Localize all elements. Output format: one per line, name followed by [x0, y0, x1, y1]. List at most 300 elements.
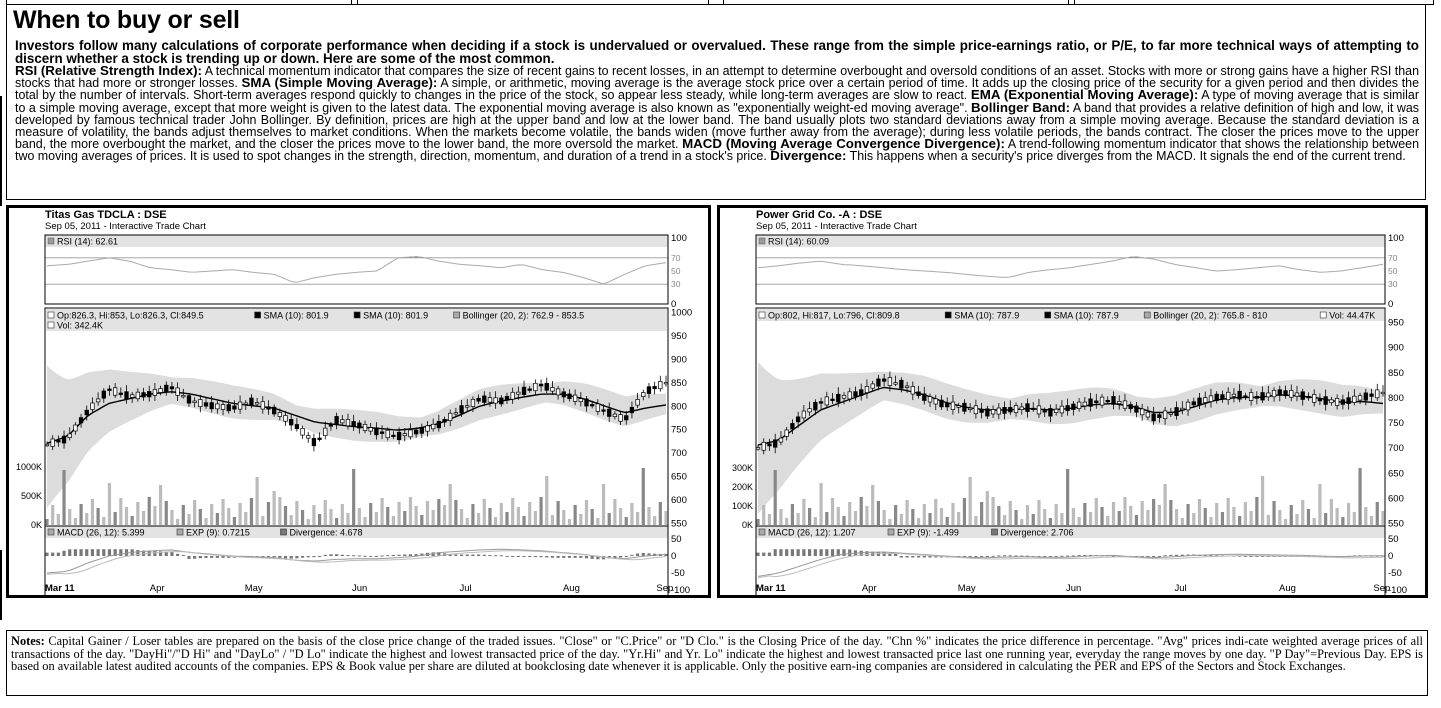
- candle-body: [1318, 399, 1322, 401]
- candle-body: [1169, 413, 1173, 415]
- candle-body: [1054, 409, 1058, 412]
- volume-bar: [142, 511, 145, 525]
- price-tick-label: 1000: [671, 307, 693, 319]
- candle-body: [545, 383, 549, 390]
- macd-histogram-bar: [928, 556, 931, 557]
- article-intro: Investors follow many calculations of corporate performance when deciding if a stock is undervalued or overvalued. These range from the simple price-earnings ratio, or P/E, to far more technical ways of attempting to discern whether a stock is trending up or down. Here are some of the most common.: [15, 38, 1419, 66]
- macd-histogram-bar: [636, 554, 639, 556]
- macd-histogram-bar: [1169, 555, 1172, 556]
- article-terms: [15, 65, 1419, 163]
- volume-bar: [307, 519, 310, 525]
- volume-bar: [1358, 468, 1361, 525]
- candle-body: [1077, 402, 1081, 409]
- candle-body: [568, 394, 572, 399]
- rsi-legend-label: RSI (14): 62.61: [57, 236, 119, 247]
- notes-label: Notes:: [11, 634, 45, 648]
- volume-tick-label: 200K: [731, 482, 753, 492]
- candle-body: [119, 393, 123, 395]
- rsi-tick-label: 30: [1388, 279, 1398, 290]
- volume-bar: [51, 505, 54, 525]
- candle-body: [397, 432, 401, 439]
- macd-histogram-bar: [380, 556, 383, 557]
- price-legend-swatch: [945, 312, 951, 318]
- candle-body: [130, 395, 134, 398]
- volume-bar: [1272, 501, 1275, 525]
- price-tick-label: 550: [671, 518, 687, 530]
- macd-histogram-bar: [477, 555, 480, 556]
- candle-body: [79, 418, 83, 423]
- candle-body: [108, 389, 112, 391]
- price-legend-label: Bollinger (20, 2): 762.9 - 853.5: [462, 310, 585, 321]
- macd-legend-label: MACD (26, 12): 1.207: [768, 527, 856, 538]
- candle-body: [968, 408, 972, 410]
- candle-body: [791, 423, 795, 429]
- candle-body: [91, 403, 95, 409]
- macd-histogram-bar: [341, 555, 344, 556]
- candle-body: [911, 386, 915, 394]
- volume-bar: [449, 484, 452, 525]
- macd-histogram-bar: [642, 553, 645, 556]
- volume-bar: [1376, 502, 1379, 525]
- candle-body: [113, 388, 117, 396]
- volume-bar: [1209, 517, 1212, 525]
- volume-bar: [295, 501, 298, 525]
- volume-bar: [1330, 499, 1333, 525]
- volume-bar: [1164, 484, 1167, 525]
- macd-histogram-bar: [814, 549, 817, 556]
- volume-bar: [1158, 505, 1161, 525]
- volume-bar: [483, 499, 486, 525]
- volume-bar: [551, 515, 554, 525]
- candle-body: [85, 410, 89, 415]
- macd-legend-label: EXP (9): -1.499: [897, 527, 959, 538]
- macd-legend-swatch: [992, 529, 998, 535]
- candle-body: [136, 392, 140, 399]
- volume-bar: [1049, 518, 1052, 525]
- candle-body: [980, 410, 984, 413]
- chart-power-grid: [720, 208, 1425, 595]
- chart-title: Power Grid Co. -A : DSE: [756, 209, 883, 221]
- candle-body: [1100, 397, 1104, 405]
- macd-histogram-bar: [1066, 556, 1069, 557]
- candle-body: [465, 406, 469, 408]
- volume-bar: [1003, 515, 1006, 525]
- macd-signal-line: [47, 551, 666, 575]
- candle-body: [346, 419, 350, 425]
- term-rsi-text: A technical momentum indicator that compares the size of recent gains to recent losses, in an attempt to determine overbought and oversold conditions of an asset. Stocks with more or strong gains have a higher RSI than stocks that had more or stronger losses.: [15, 64, 1419, 91]
- volume-bar: [545, 476, 548, 525]
- candle-body: [1014, 405, 1018, 412]
- volume-bar: [1324, 513, 1327, 525]
- candle-body: [1272, 390, 1276, 396]
- volume-bar: [1336, 508, 1339, 525]
- candle-body: [1307, 396, 1311, 398]
- volume-bar: [119, 498, 122, 525]
- candle-body: [836, 394, 840, 402]
- macd-histogram-bar: [204, 556, 207, 558]
- volume-bar: [1313, 518, 1316, 525]
- macd-tick-label: -50: [1388, 568, 1402, 579]
- candle-body: [1135, 406, 1139, 412]
- volume-bar: [443, 505, 446, 525]
- volume-bar: [647, 507, 650, 525]
- price-legend-swatch: [759, 312, 765, 318]
- macd-histogram-bar: [905, 556, 908, 557]
- volume-bar: [865, 506, 868, 525]
- candle-body: [814, 402, 818, 410]
- macd-histogram-bar: [585, 556, 588, 558]
- volume-bar: [57, 514, 60, 525]
- volume-bar: [1146, 510, 1149, 525]
- volume-bar: [1255, 497, 1258, 525]
- volume-bar: [1123, 497, 1126, 525]
- volume-tick-label: 1000K: [15, 462, 42, 472]
- volume-bar: [991, 497, 994, 525]
- candle-body: [210, 403, 214, 409]
- macd-histogram-bar: [79, 549, 82, 556]
- volume-bar: [819, 483, 822, 525]
- candle-body: [1215, 394, 1219, 400]
- volume-bar: [1198, 499, 1201, 525]
- candle-body: [51, 439, 55, 446]
- candle-body: [1358, 396, 1362, 400]
- candle-body: [1117, 401, 1121, 403]
- candle-body: [1198, 398, 1202, 405]
- chart-subtitle: Sep 05, 2011 - Interactive Trade Chart: [45, 221, 206, 232]
- volume-bar: [969, 477, 972, 525]
- candle-body: [363, 424, 367, 430]
- candle-body: [854, 392, 858, 397]
- macd-histogram-bar: [831, 549, 834, 556]
- candle-body: [641, 393, 645, 397]
- volume-tick-label: 0K: [741, 520, 753, 530]
- volume-bar: [1106, 516, 1109, 525]
- candle-body: [448, 413, 452, 420]
- candle-body: [1163, 411, 1167, 419]
- candle-body: [250, 398, 254, 405]
- candle-body: [147, 391, 151, 396]
- candle-body: [779, 438, 783, 442]
- volume-bar: [1152, 499, 1155, 525]
- macd-legend-label: MACD (26, 12): 5.399: [57, 527, 145, 538]
- macd-histogram-bar: [375, 556, 378, 557]
- volume-bar: [774, 470, 777, 525]
- volume-bar: [386, 507, 389, 525]
- rsi-tick-label: 0: [671, 299, 677, 310]
- left-edge-mark: [0, 96, 2, 206]
- candle-body: [181, 395, 185, 397]
- volume-bar: [369, 503, 372, 525]
- rsi-legend-label: RSI (14): 60.09: [768, 236, 830, 247]
- candle-body: [619, 415, 623, 422]
- rsi-tick-label: 100: [1388, 233, 1404, 244]
- volume-tick-label: 100K: [731, 501, 753, 511]
- notes-text: Capital Gainer / Loser tables are prepared on the basis of the close price change of the traded issues. "Close" or "C.Price" or "D Clo." is the Closing Price of the day. "Chn %" indicates the price difference in percentage. "Avg" prices indi-cate weighted average prices of all transactions of the day. "DayHi"/"D Hi" and "DayLo" / "D Lo" indicate the highest and lowest transacted price of the day. "Yr.Hi" and Yr. Lo" indicate the highest and lowest transacted price last one running year, everyday the range moves by one day. "P Day"=Previous Day. EPS is based on available latest audited accounts of the companies. EPS & Book value per share are diluted at bookclosing date whenever it is applicable. Only the positive earn-ing companies are considered in calculating the PER and EPS of the Sectors and Stock Exchanges.: [11, 634, 1423, 674]
- volume-bar: [1078, 517, 1081, 525]
- candle-body: [187, 396, 191, 403]
- candle-body: [244, 403, 248, 405]
- candle-body: [142, 393, 146, 397]
- candle-body: [500, 398, 504, 404]
- volume-bar: [273, 491, 276, 525]
- macd-histogram-bar: [488, 555, 491, 556]
- article-box: [6, 4, 1426, 200]
- macd-histogram-bar: [273, 556, 276, 557]
- macd-histogram-bar: [779, 549, 782, 556]
- volume-bar: [1232, 507, 1235, 525]
- volume-bar: [762, 505, 765, 525]
- volume-bar: [831, 498, 834, 525]
- volume-bar: [963, 498, 966, 525]
- volume-bar: [102, 517, 105, 525]
- candle-body: [957, 406, 961, 408]
- volume-bar: [619, 508, 622, 525]
- volume-bar: [210, 504, 213, 525]
- price-legend-swatch: [1144, 312, 1150, 318]
- candle-body: [1037, 406, 1041, 414]
- volume-bar: [894, 505, 897, 525]
- macd-histogram-bar: [74, 549, 77, 556]
- x-axis-label: Sep: [656, 583, 674, 594]
- macd-histogram-bar: [522, 556, 525, 557]
- candle-body: [454, 413, 458, 415]
- volume-bar: [1192, 513, 1195, 525]
- volume-bar: [244, 512, 247, 525]
- price-tick-label: 600: [1388, 493, 1404, 505]
- volume-bar: [290, 515, 293, 525]
- candle-body: [951, 402, 955, 410]
- candle-body: [556, 389, 560, 395]
- volume-bar: [1014, 510, 1017, 525]
- volume-bar: [1221, 512, 1224, 525]
- candle-body: [1043, 411, 1047, 413]
- candle-body: [1089, 399, 1093, 407]
- volume-bar: [1204, 508, 1207, 525]
- volume-bar: [261, 516, 264, 525]
- candle-body: [306, 436, 310, 439]
- macd-histogram-bar: [108, 549, 111, 556]
- volume-bar: [1043, 509, 1046, 525]
- volume-bar: [756, 519, 759, 525]
- candle-body: [865, 386, 869, 392]
- price-legend-swatch: [1320, 312, 1326, 318]
- candle-body: [917, 392, 921, 396]
- macd-histogram-bar: [494, 555, 497, 556]
- volume-bar: [522, 516, 525, 525]
- candle-body: [602, 410, 606, 412]
- candle-body: [369, 428, 373, 432]
- candle-body: [1146, 412, 1150, 417]
- x-axis-label: Mar 11: [45, 583, 75, 594]
- candle-body: [579, 399, 583, 402]
- x-axis-label: May: [244, 583, 263, 594]
- candle-body: [534, 383, 538, 390]
- volume-bar: [1141, 501, 1144, 525]
- macd-legend-swatch: [177, 529, 183, 535]
- price-legend-label: Bollinger (20, 2): 765.8 - 810: [1153, 310, 1268, 321]
- rsi-line: [47, 257, 666, 284]
- macd-histogram-bar: [923, 556, 926, 557]
- volume-bar: [159, 485, 162, 525]
- candle-body: [227, 405, 231, 411]
- macd-histogram-bar: [290, 556, 293, 559]
- volume-bar: [779, 509, 782, 525]
- volume-bar: [1278, 510, 1281, 525]
- macd-histogram-bar: [369, 556, 372, 557]
- macd-histogram-bar: [802, 549, 805, 556]
- volume-bar: [534, 511, 537, 525]
- macd-histogram-bar: [182, 555, 185, 556]
- candle-body: [963, 403, 967, 411]
- volume-bar: [877, 501, 880, 525]
- volume-bar: [233, 517, 236, 525]
- volume-bar: [1135, 515, 1138, 525]
- volume-tick-label: 500K: [20, 491, 42, 501]
- candle-body: [68, 434, 72, 438]
- candle-body: [221, 405, 225, 410]
- volume-bar: [974, 516, 977, 525]
- price-legend-label: Op:826.3, Hi:853, Lo:826.3, Cl:849.5: [57, 310, 204, 321]
- candle-body: [1181, 408, 1185, 410]
- candle-body: [1301, 392, 1305, 400]
- candle-body: [888, 378, 892, 386]
- volume-bar: [488, 508, 491, 525]
- volume-bar: [814, 517, 817, 525]
- volume-bar: [946, 517, 949, 525]
- macd-histogram-bar: [1014, 555, 1017, 556]
- macd-histogram-bar: [45, 553, 48, 556]
- candle-body: [517, 392, 521, 394]
- volume-bar: [426, 501, 429, 525]
- candle-body: [1158, 415, 1162, 418]
- candle-body: [1095, 401, 1099, 403]
- candle-body: [278, 412, 282, 416]
- candle-body: [1106, 400, 1110, 402]
- macd-histogram-bar: [170, 552, 173, 556]
- volume-bar: [636, 512, 639, 525]
- candle-body: [45, 444, 49, 446]
- candle-body: [329, 425, 333, 427]
- volume-bar: [148, 497, 151, 525]
- volume-bar: [934, 499, 937, 525]
- volume-tick-label: 300K: [731, 463, 753, 473]
- candle-body: [289, 419, 293, 425]
- price-tick-label: 700: [671, 448, 687, 460]
- candle-body: [905, 386, 909, 388]
- volume-bar: [74, 518, 77, 525]
- volume-bar: [1066, 469, 1069, 525]
- volume-bar: [182, 505, 185, 525]
- candle-body: [193, 401, 197, 403]
- candle-body: [1083, 402, 1087, 406]
- volume-bar: [848, 502, 851, 525]
- term-rsi: RSI (Relative Strength Index):: [15, 63, 202, 78]
- volume-bar: [397, 502, 400, 525]
- macd-histogram-bar: [848, 549, 851, 556]
- candle-body: [528, 389, 532, 391]
- x-axis-label: Aug: [1279, 583, 1296, 594]
- macd-histogram-bar: [307, 556, 310, 557]
- candle-body: [934, 399, 938, 404]
- volume-bar: [608, 513, 611, 525]
- candle-body: [284, 416, 288, 422]
- volume-bar: [125, 507, 128, 525]
- candle-body: [204, 403, 208, 406]
- candle-body: [1249, 393, 1253, 401]
- volume-bar: [574, 505, 577, 525]
- volume-bar: [860, 497, 863, 525]
- candle-body: [1129, 405, 1133, 409]
- price-legend-swatch: [354, 312, 360, 318]
- volume-bar: [511, 498, 514, 525]
- volume-bar: [664, 511, 667, 525]
- candle-body: [96, 399, 100, 402]
- candle-body: [1284, 391, 1288, 396]
- macd-histogram-bar: [917, 556, 920, 557]
- candle-body: [831, 399, 835, 401]
- x-axis-label: Apr: [861, 583, 877, 594]
- volume-bar: [659, 502, 662, 525]
- volume-bar: [227, 508, 230, 525]
- candle-body: [1244, 396, 1248, 398]
- macd-tick-label: -100: [1388, 585, 1408, 595]
- volume-bar: [585, 500, 588, 525]
- volume-bar: [653, 516, 656, 525]
- macd-histogram-bar: [1003, 555, 1006, 556]
- macd-histogram-bar: [193, 556, 196, 559]
- candle-body: [1375, 390, 1379, 398]
- candle-body: [261, 402, 265, 409]
- macd-histogram-bar: [557, 556, 560, 558]
- price-legend-label: SMA (10): 801.9: [363, 310, 429, 321]
- candle-body: [482, 396, 486, 402]
- macd-histogram-bar: [466, 555, 469, 556]
- macd-tick-label: 0: [671, 551, 677, 562]
- volume-bar: [900, 514, 903, 525]
- term-ema-text: A type of moving average that is similar to a simple moving average, except that more weight is given to the latest data. The exponential moving average is also known as "exponentially weight-ed moving average".: [15, 88, 1419, 115]
- macd-histogram-bar: [997, 555, 1000, 556]
- chart-titas-gas: [9, 208, 708, 595]
- macd-histogram-bar: [199, 556, 202, 558]
- candle-body: [437, 421, 441, 428]
- macd-histogram-bar: [153, 551, 156, 556]
- macd-legend-swatch: [281, 529, 287, 535]
- candle-body: [1186, 402, 1190, 410]
- macd-histogram-bar: [460, 555, 463, 556]
- candle-body: [125, 392, 129, 399]
- volume-bar: [1261, 476, 1264, 525]
- candle-body: [409, 430, 413, 437]
- candle-body: [756, 448, 760, 450]
- rsi-tick-label: 30: [671, 279, 681, 290]
- macd-legend-swatch: [888, 529, 894, 535]
- price-legend-label: Vol: 44.47K: [1329, 310, 1376, 321]
- volume-bar: [193, 500, 196, 525]
- candle-body: [900, 380, 904, 388]
- macd-histogram-bar: [57, 553, 60, 556]
- x-axis-label: Jul: [1174, 583, 1187, 594]
- volume-bar: [216, 513, 219, 525]
- macd-tick-label: 0: [1388, 551, 1394, 562]
- chart-panel-power-grid: [717, 205, 1428, 598]
- candle-body: [596, 404, 600, 411]
- macd-histogram-bar: [791, 549, 794, 556]
- volume-bar: [642, 468, 645, 525]
- macd-histogram-bar: [1078, 555, 1081, 556]
- volume-bar: [375, 512, 378, 525]
- macd-histogram-bar: [392, 555, 395, 556]
- candle-body: [1209, 396, 1213, 402]
